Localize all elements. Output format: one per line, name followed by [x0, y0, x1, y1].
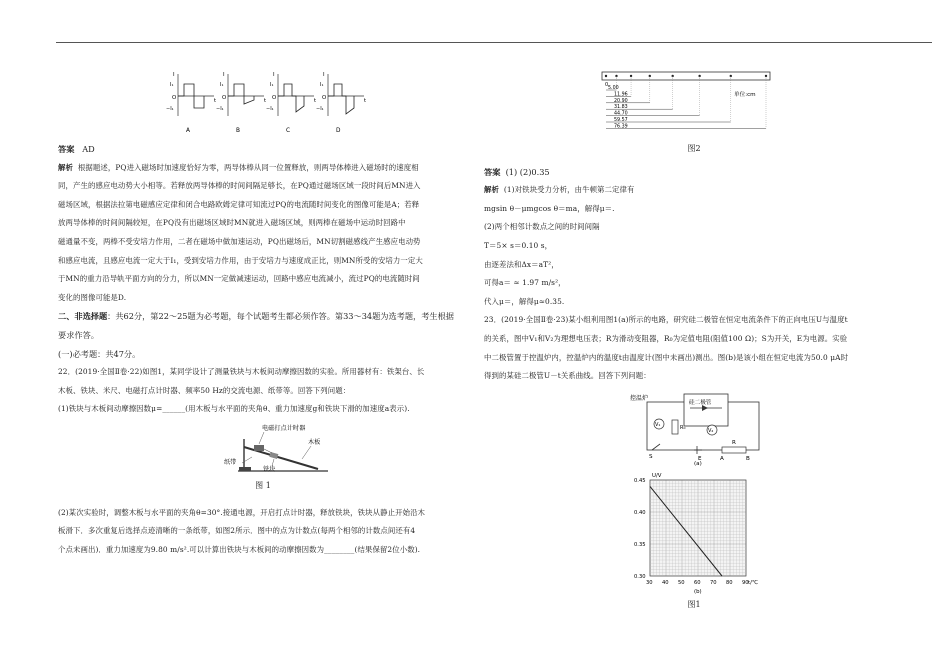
q22-part2-line-1: (2)某次实验时，调整木板与水平面的夹角θ=30°.接通电源，开启打点计时器，释放铁块，铁块从静止开始沿木	[58, 507, 426, 517]
graph-i1-label: I₁	[320, 82, 324, 88]
graph-origin-label: O	[172, 95, 177, 101]
circuit-label-v2: V₂	[708, 427, 714, 434]
graph-t-label: t	[314, 98, 317, 104]
required-line: (一)必考题：共47分。	[58, 348, 141, 359]
analysis-right-line-5: 由逐差法和Δx＝aT²，	[484, 259, 559, 269]
q23-line-4: 得到的某硅二极管U－t关系曲线。回答下列问题：	[484, 371, 651, 381]
circuit-label-b: B	[746, 455, 750, 462]
graph-letter: B	[236, 128, 240, 134]
graph-b-sub-label: (b)	[694, 588, 702, 595]
answer-label: 答案	[58, 144, 75, 154]
graph-b-x-tick: 60	[694, 579, 701, 586]
circuit-figure	[484, 386, 904, 466]
graph-current-curve	[228, 84, 254, 104]
analysis-line-4: 放两导体棒的时间间隔较短，在PQ没有出磁场区域时MN就进入磁场区域，则两棒在磁场中运动时回路中	[58, 218, 406, 228]
fig1-label-block: 铁块	[263, 465, 276, 473]
graph-t-label: t	[364, 98, 367, 104]
circuit-label-e: E	[698, 455, 702, 462]
graph-origin-label: O	[272, 95, 277, 101]
circuit-label-v1: V₁	[655, 421, 661, 428]
section-line-2: 要求作答。	[58, 329, 99, 340]
graph-origin-label: O	[222, 95, 227, 101]
analysis-right-line-6: 可得a＝ ≈ 1.97 m/s²，	[484, 278, 566, 288]
graph-b-x-tick: 50	[678, 579, 685, 586]
graph-letter: D	[336, 128, 341, 134]
graph-i1-label: I₁	[170, 82, 174, 88]
fig2-caption: 图2	[687, 144, 701, 153]
fig1-label-tape: 纸带	[224, 458, 237, 466]
graph-letter: A	[186, 128, 190, 134]
q22-part2-line-3: 个点未画出)．重力加速度为9.80 m/s².可以计算出铁块与木板间的动摩擦因数为________(结果保留2位小数).	[58, 544, 421, 554]
graph-neg-i1-label: −I₁	[316, 106, 324, 112]
analysis-line-2: 同，产生的感应电动势大小相等。若释放两导体棒的时间间隔足够长，在PQ通过磁场区域一段时间后MN进入	[58, 181, 421, 191]
graph-b-y-label: U/V	[652, 472, 662, 479]
graph-i-label: I	[223, 72, 225, 78]
graph-b-x-tick: 90	[742, 579, 749, 586]
answer-value-right: (1) (2)0.35	[505, 166, 550, 177]
analysis-line-5: 磁通量不变，两棒不受安培力作用，二者在磁场中做加速运动，PQ出磁场后，MN切割磁感线产生感应电动势	[58, 236, 421, 246]
graph-i-label: I	[173, 72, 175, 78]
fig1-label-board: 木板	[308, 438, 321, 446]
graph-neg-i1-label: −I₁	[216, 106, 224, 112]
circuit-sub-label: (a)	[694, 460, 702, 466]
fig1b-caption: 图1	[687, 599, 701, 609]
analysis-right-line-2: mgsin θ－μmgcos θ＝ma，解得μ＝.	[484, 203, 615, 213]
tape-value: 11.96	[614, 92, 628, 98]
section-heading: 二、非选择题：共62分，第22～25题为必考题，每个试题考生都必须作答。第33～34题为选考题，考生根据	[58, 311, 454, 322]
fig1-caption: 图 1	[255, 480, 271, 490]
analysis-right-line-7: 代入μ＝，解得μ≈0.35.	[484, 296, 565, 306]
right-column	[484, 64, 904, 614]
graph-b-x-label: t/℃	[748, 579, 758, 586]
u-t-graph	[484, 466, 904, 596]
graph-b-y-tick: 0.45	[634, 477, 646, 484]
graph-neg-i1-label: −I₁	[266, 106, 274, 112]
fig1-label-timer: 电磁打点计时器	[262, 424, 306, 432]
graph-b-x-tick: 30	[646, 579, 653, 586]
analysis-right-line-4: T＝5× s＝0.10 s，	[484, 240, 553, 250]
analysis-line-1: 解析 根据题述，PQ进入磁场时加速度恰好为零，两导体棒从同一位置释放，则两导体棒进入磁场时的速度相	[58, 162, 419, 172]
analysis-right-line-1: 解析 (1)对铁块受力分析，由牛顿第二定律有	[484, 185, 635, 195]
graph-b-x-tick: 40	[662, 579, 669, 586]
header-rule	[56, 42, 932, 43]
analysis-line-3: 磁场区域，根据法拉第电磁感应定律和闭合电路欧姆定律可知流过PQ的电流随时间变化的图像可能是A；若释	[58, 199, 420, 209]
incline-apparatus-figure	[58, 419, 468, 475]
answer-line-right	[484, 163, 904, 182]
graph-t-label: t	[214, 98, 217, 104]
graph-i1-label: I₁	[220, 82, 224, 88]
graph-neg-i1-label: −I₁	[166, 106, 174, 112]
tape-value: 20.90	[614, 98, 628, 104]
q23-line-3: 中二极管置于控温炉内，控温炉内的温度t由温度计(图中未画出)测出。图(b)是该小组在恒定电流为50.0 μA时	[484, 352, 849, 362]
tape-value: 5.00	[608, 86, 619, 91]
circuit-label-s: S	[649, 453, 653, 460]
graph-b-y-tick: 0.35	[634, 541, 646, 548]
analysis-line-6: 和感应电流，且感应电流一定大于I₁，受到安培力作用，由于安培力与速度成正比，则MN所受的安培力一定大	[58, 255, 423, 265]
graph-letter: C	[286, 128, 291, 134]
circuit-label-r0: R₀	[680, 424, 686, 431]
analysis-label: 解析	[58, 162, 73, 172]
analysis-line-8: 变化的图像可能是D.	[58, 292, 127, 302]
graph-t-label: t	[264, 98, 267, 104]
circuit-label-r: R	[732, 439, 736, 446]
tape-value: 59.57	[614, 118, 628, 123]
tape-value: 44.70	[614, 111, 628, 117]
q22-line-2: 木板、铁块、米尺、电磁打点计时器、频率50 Hz的交流电源、纸带等。回答下列问题：	[58, 385, 351, 395]
graph-b-y-tick: 0.40	[634, 509, 646, 516]
left-column	[58, 64, 468, 559]
answer-value: AD	[82, 144, 95, 154]
tape-dot	[605, 75, 607, 77]
graph-current-curve	[328, 84, 354, 114]
tape-origin-label: 0	[605, 82, 609, 88]
q22-part2-line-2: 板滑下．多次重复后选择点迹清晰的一条纸带，如图2所示．图中的点为计数点(每两个相邻的计数点间还有4	[58, 526, 416, 536]
graph-origin-label: O	[322, 95, 327, 101]
q22-line-3: (1)铁块与木板间动摩擦因数μ=______(用木板与水平面的夹角θ、重力加速度g和铁块下滑的加速度a表示).	[58, 404, 410, 414]
analysis-right-line-3: (2)两个相邻计数点之间的时间间隔	[484, 222, 600, 232]
graph-i-label: I	[323, 72, 325, 78]
graph-i-label: I	[273, 72, 275, 78]
answer-label-right: 答案	[484, 166, 501, 177]
tape-value: 76.39	[614, 124, 628, 130]
paper-tape-figure	[484, 64, 904, 136]
circuit-label-oven: 控温炉	[630, 394, 649, 402]
q23-line-2: 的关系，图中V₁和V₂为理想电压表；R为滑动变阻器，R₀为定值电阻(阻值100 Ω)；S为开关，E为电源。实验	[484, 333, 848, 343]
graph-i1-label: I₁	[270, 82, 274, 88]
current-graphs-figure	[58, 64, 468, 134]
tape-value: 31.83	[614, 105, 628, 111]
tape-unit: 单位:cm	[734, 92, 756, 98]
graph-b-y-tick: 0.30	[634, 573, 646, 580]
analysis-line-7: 于MN的重力沿导轨平面方向的分力，所以MN一定做减速运动，回路中感应电流减小，流过PQ的电流随时间	[58, 274, 420, 284]
analysis-label-right: 解析	[484, 185, 499, 195]
graph-b-x-tick: 80	[726, 579, 733, 586]
q22-line-1: 22．(2019·全国Ⅱ卷·22)如图1，某同学设计了测量铁块与木板间动摩擦因数的实验。所用器材有：铁架台、长	[58, 367, 425, 377]
section-title: 二、非选择题	[58, 311, 108, 322]
circuit-label-diode: 硅二极管	[689, 399, 712, 406]
answer-line	[58, 140, 468, 159]
graph-b-x-tick: 70	[710, 579, 717, 586]
q23-line-1: 23．(2019·全国Ⅱ卷·23)某小组利用图1(a)所示的电路，研究硅二极管在恒定电流条件下的正向电压U与温度t	[484, 315, 848, 325]
circuit-label-a: A	[720, 455, 724, 462]
graph-current-curve	[278, 84, 304, 112]
